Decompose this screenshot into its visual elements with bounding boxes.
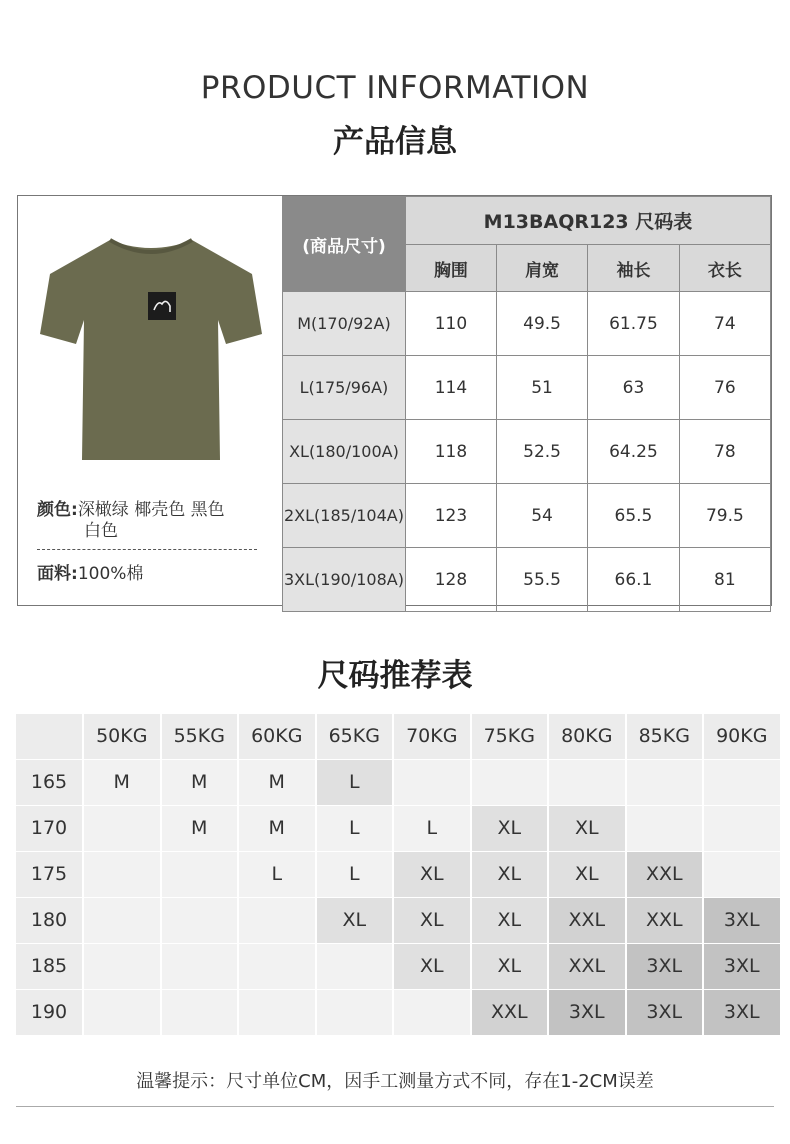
recommend-size-cell bbox=[472, 760, 548, 805]
dashed-divider bbox=[37, 549, 257, 550]
recommend-size-cell: XXL bbox=[472, 990, 548, 1035]
recommend-size-cell: XXL bbox=[627, 898, 703, 943]
size-value-cell: 128 bbox=[405, 548, 496, 612]
size-value-cell: 66.1 bbox=[588, 548, 680, 612]
weight-header: 50KG bbox=[84, 714, 160, 759]
height-label: 175 bbox=[16, 852, 82, 897]
size-value-cell: 61.75 bbox=[588, 292, 680, 356]
height-label: 180 bbox=[16, 898, 82, 943]
color-values-line2: 白色 bbox=[84, 521, 118, 541]
recommend-size-cell bbox=[704, 760, 780, 805]
recommend-size-cell bbox=[162, 852, 238, 897]
recommend-size-cell bbox=[239, 898, 315, 943]
recommend-size-cell: XL bbox=[472, 898, 548, 943]
color-values-line1: 深橄绿 椰壳色 黑色 bbox=[77, 500, 225, 520]
recommend-size-cell bbox=[84, 990, 160, 1035]
height-label: 185 bbox=[16, 944, 82, 989]
recommend-size-cell bbox=[239, 944, 315, 989]
recommend-size-cell bbox=[317, 944, 393, 989]
size-row bbox=[283, 484, 771, 548]
recommend-size-cell: 3XL bbox=[704, 990, 780, 1035]
recommend-size-cell: XL bbox=[394, 852, 470, 897]
weight-header: 60KG bbox=[239, 714, 315, 759]
recommend-size-cell: XL bbox=[472, 852, 548, 897]
size-value-cell: 123 bbox=[405, 484, 496, 548]
size-value-cell: 78 bbox=[679, 420, 770, 484]
size-row bbox=[283, 548, 771, 612]
recommend-size-cell: 3XL bbox=[627, 990, 703, 1035]
recommend-size-cell: L bbox=[239, 852, 315, 897]
recommend-size-cell: XL bbox=[317, 898, 393, 943]
product-left-pane bbox=[18, 196, 282, 605]
recommend-size-cell: XL bbox=[549, 806, 625, 851]
color-attribute bbox=[37, 500, 267, 542]
column-header: 胸围 bbox=[405, 245, 496, 292]
recommend-size-cell: XL bbox=[472, 944, 548, 989]
size-value-cell: 55.5 bbox=[496, 548, 587, 612]
bottom-divider bbox=[16, 1106, 774, 1107]
weight-header: 75KG bbox=[472, 714, 548, 759]
column-header: 肩宽 bbox=[496, 245, 587, 292]
title-english: PRODUCT INFORMATION bbox=[200, 70, 590, 106]
recommend-grid bbox=[16, 714, 780, 1035]
weight-header: 55KG bbox=[162, 714, 238, 759]
recommend-size-cell bbox=[162, 898, 238, 943]
size-table-title: M13BAQR123 尺码表 bbox=[405, 197, 770, 245]
recommend-size-cell: XL bbox=[472, 806, 548, 851]
size-row-label: M(170/92A) bbox=[283, 292, 406, 356]
fabric-label: 面料: bbox=[37, 564, 78, 584]
weight-header: 70KG bbox=[394, 714, 470, 759]
recommend-size-cell: L bbox=[394, 806, 470, 851]
size-value-cell: 49.5 bbox=[496, 292, 587, 356]
height-label: 165 bbox=[16, 760, 82, 805]
size-value-cell: 52.5 bbox=[496, 420, 587, 484]
size-value-cell: 79.5 bbox=[679, 484, 770, 548]
size-row bbox=[283, 292, 771, 356]
size-table bbox=[282, 196, 771, 612]
recommend-size-cell bbox=[394, 990, 470, 1035]
recommend-size-cell bbox=[627, 760, 703, 805]
size-value-cell: 110 bbox=[405, 292, 496, 356]
color-label: 颜色: bbox=[37, 500, 78, 520]
size-table-header-row bbox=[283, 197, 771, 245]
title-chinese: 产品信息 bbox=[333, 124, 457, 160]
size-value-cell: 81 bbox=[679, 548, 770, 612]
recommend-size-cell: M bbox=[162, 760, 238, 805]
recommend-title: 尺码推荐表 bbox=[317, 658, 473, 694]
recommend-size-cell bbox=[84, 944, 160, 989]
recommend-size-cell bbox=[84, 898, 160, 943]
size-value-cell: 63 bbox=[588, 356, 680, 420]
recommend-size-cell: L bbox=[317, 760, 393, 805]
measurement-note: 温馨提示：尺寸单位CM，因手工测量方式不同，存在1-2CM误差 bbox=[136, 1071, 654, 1092]
grid-corner bbox=[16, 714, 82, 759]
recommend-size-cell: M bbox=[239, 760, 315, 805]
recommend-size-cell: XXL bbox=[549, 944, 625, 989]
fabric-value: 100%棉 bbox=[77, 564, 144, 584]
product-info-panel bbox=[17, 195, 772, 606]
recommend-size-cell: XL bbox=[549, 852, 625, 897]
weight-header: 65KG bbox=[317, 714, 393, 759]
recommend-size-cell: XXL bbox=[627, 852, 703, 897]
recommend-size-cell bbox=[549, 760, 625, 805]
size-value-cell: 74 bbox=[679, 292, 770, 356]
recommend-size-cell: XL bbox=[394, 944, 470, 989]
size-row-label: 3XL(190/108A) bbox=[283, 548, 406, 612]
column-header: 袖长 bbox=[588, 245, 680, 292]
recommend-size-cell: L bbox=[317, 852, 393, 897]
size-row bbox=[283, 420, 771, 484]
recommend-size-cell: XL bbox=[394, 898, 470, 943]
size-row-label: XL(180/100A) bbox=[283, 420, 406, 484]
size-row bbox=[283, 356, 771, 420]
weight-header: 80KG bbox=[549, 714, 625, 759]
tshirt-body bbox=[40, 240, 262, 460]
height-label: 190 bbox=[16, 990, 82, 1035]
recommend-size-cell: XXL bbox=[549, 898, 625, 943]
recommend-size-cell: M bbox=[239, 806, 315, 851]
recommend-size-cell: L bbox=[317, 806, 393, 851]
size-value-cell: 65.5 bbox=[588, 484, 680, 548]
recommend-size-cell bbox=[394, 760, 470, 805]
size-row-label: 2XL(185/104A) bbox=[283, 484, 406, 548]
recommend-size-cell: 3XL bbox=[549, 990, 625, 1035]
tshirt-image bbox=[40, 234, 262, 466]
recommend-size-cell: M bbox=[162, 806, 238, 851]
size-row-label: L(175/96A) bbox=[283, 356, 406, 420]
recommend-size-cell bbox=[162, 944, 238, 989]
recommend-size-cell bbox=[162, 990, 238, 1035]
size-header-label: (商品尺寸) bbox=[283, 197, 406, 292]
height-label: 170 bbox=[16, 806, 82, 851]
column-header: 衣长 bbox=[679, 245, 770, 292]
size-value-cell: 51 bbox=[496, 356, 587, 420]
weight-header: 90KG bbox=[704, 714, 780, 759]
recommend-size-cell: 3XL bbox=[704, 898, 780, 943]
recommend-size-cell: 3XL bbox=[627, 944, 703, 989]
size-value-cell: 76 bbox=[679, 356, 770, 420]
camel-patch-icon bbox=[148, 292, 176, 320]
recommend-size-cell bbox=[84, 806, 160, 851]
recommend-size-cell: M bbox=[84, 760, 160, 805]
recommend-size-cell bbox=[704, 806, 780, 851]
recommend-size-cell bbox=[627, 806, 703, 851]
size-value-cell: 114 bbox=[405, 356, 496, 420]
recommend-size-cell bbox=[704, 852, 780, 897]
size-value-cell: 118 bbox=[405, 420, 496, 484]
recommend-size-cell: 3XL bbox=[704, 944, 780, 989]
recommend-size-cell bbox=[84, 852, 160, 897]
size-value-cell: 64.25 bbox=[588, 420, 680, 484]
recommend-size-cell bbox=[317, 990, 393, 1035]
weight-header: 85KG bbox=[627, 714, 703, 759]
size-value-cell: 54 bbox=[496, 484, 587, 548]
fabric-attribute bbox=[37, 564, 143, 585]
recommend-size-cell bbox=[239, 990, 315, 1035]
